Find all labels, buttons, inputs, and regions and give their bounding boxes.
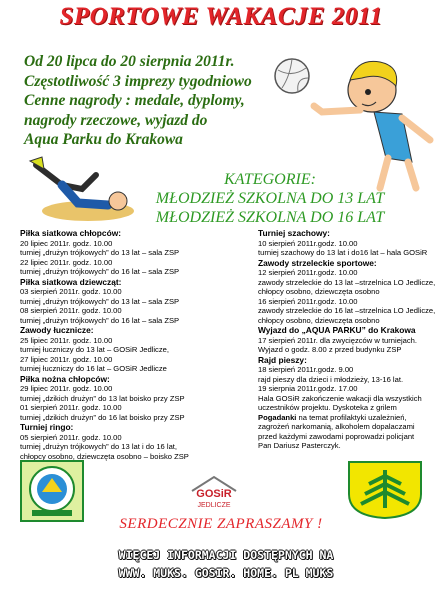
event-line: turniej „drużyn trójkowych” do 13 lat – sala ZSP (20, 296, 180, 306)
event-heading: Turniej ringo: (20, 422, 74, 432)
event-line: Hala GOSiR zakończenie wakacji dla wszystkich (258, 393, 422, 403)
event-line: turniej łuczniczy do 13 lat – GOSiR Jedlicze, (20, 345, 169, 354)
info-banner (66, 546, 386, 582)
event-line: turniej szachowy do 13 lat i do16 lat – hala GOSiR (258, 248, 428, 257)
event-line: turniej „drużyn trójkowych” do 13 lat i do 16 lat, (20, 442, 178, 451)
event-line: 10 sierpień 2011r.godz. 10.00 (258, 238, 358, 248)
intro-line: Aqua Parku do Krakowa (24, 131, 183, 148)
gosir-logo-text: GOSiR (196, 488, 232, 500)
gosir-logo (188, 475, 240, 509)
gosir-logo-subtext: JEDLICZE (197, 502, 231, 509)
event-line: 16 sierpień 2011r.godz. 10.00 (258, 296, 358, 306)
volleyball-icon (275, 59, 309, 93)
event-line: turniej „dzikich drużyn” do 16 lat boisko przy ZSP (20, 412, 185, 422)
banner-website-link[interactable]: WWW. MUKS. GOSIR. HOME. PL MUKS (118, 566, 334, 580)
event-line: 20 lipiec 2011r. godz. 10.00 (20, 238, 113, 248)
event-line: chłopcy osobno, dziewczęta osobno (258, 287, 380, 296)
event-heading: Piłka siatkowa chłopców: (20, 228, 121, 238)
event-line: 08 sierpień 2011r. godz. 10.00 (20, 306, 122, 315)
event-line: 01 sierpień 2011r. godz. 10.00 (20, 403, 122, 412)
event-line: 19 sierpnia 2011r.godz. 17.00 (258, 384, 358, 393)
event-line: Pogadanki na temat profilaktyki uzależnień, (258, 412, 407, 422)
event-line: turniej „drużyn trójkowych” do 13 lat – sala ZSP (20, 248, 180, 257)
event-line: 22 lipiec 2011r. godz. 10.00 (20, 257, 113, 267)
event-heading: Zawody strzeleckie sportowe: (258, 257, 377, 268)
category-under-16: MŁODZIEŻ SZKOLNA DO 16 LAT (155, 209, 385, 226)
intro-line: nagrody rzeczowe, wyjazd do (24, 111, 208, 129)
intro-line: Cenne nagrody : medale, dyplomy, (24, 92, 245, 109)
event-line: zagrożeń narkomanią, alkoholem dopalaczami (258, 422, 415, 431)
event-heading: Piłka nożna chłopców: (20, 373, 110, 384)
event-line: turniej „dzikich drużyn” do 13 lat boisko przy ZSP (20, 393, 185, 403)
event-heading: Rajd pieszy: (258, 354, 307, 365)
gosir-house-icon (188, 475, 240, 509)
event-line: turniej „drużyn trójkowych” do 16 lat – sala ZSP (20, 315, 180, 325)
event-line: chłopcy osobno, dziewczęta osobno – boisko ZSP (20, 451, 189, 461)
event-heading: Zawody łucznicze: (20, 325, 94, 335)
poster-title: SPORTOWE WAKACJE 2011 (59, 3, 383, 30)
closing-invitation: SERDECZNIE ZAPRASZAMY ! (119, 516, 323, 532)
category-under-13: MŁODZIEŻ SZKOLNA DO 13 LAT (155, 190, 385, 207)
event-heading: Wyjazd do „AQUA PARKU” do Krakowa (258, 325, 416, 335)
event-line: zawody strzeleckie do 16 lat –strzelnica LO Jedlicze, (258, 306, 436, 315)
event-line: 29 lipiec 2011r. godz. 10.00 (20, 384, 113, 393)
event-line: uczestników projektu. Dyskoteka z grilem (258, 403, 397, 412)
event-line: Pan Dariusz Pasterczyk. (258, 441, 341, 450)
schedule-left-column (20, 228, 189, 461)
event-line: turniej „drużyn trójkowych” do 16 lat – sala ZSP (20, 267, 180, 276)
intro-text (24, 52, 284, 150)
event-line: 18 sierpień 2011r.godz. 9.00 (258, 365, 354, 374)
club-badge-logo (20, 460, 84, 522)
event-line: turniej łuczniczy do 16 lat – GOSiR Jedlicze (20, 364, 167, 373)
event-heading: Turniej szachowy: (258, 228, 330, 238)
intro-line: Częstotliwość 3 imprezy tygodniowo (24, 72, 252, 90)
event-line: 12 sierpień 2011r.godz. 10.00 (258, 268, 358, 277)
intro-line: Od 20 lipca do 20 sierpnia 2011r. (24, 53, 235, 70)
categories-block (120, 170, 420, 227)
banner-line-1: WIĘCEJ INFORMACJI DOSTĘPNYCH NA (118, 548, 334, 562)
event-line: Wyjazd o godz. 8.00 z przed budynku ZSP (258, 345, 402, 354)
categories-label: KATEGORIE: (224, 171, 316, 188)
event-line: chłopcy osobno, dziewczęta osobno (258, 315, 380, 325)
event-line: 03 sierpień 2011r. godz. 10.00 (20, 287, 122, 296)
event-line: 25 lipiec 2011r. godz. 10.00 (20, 335, 113, 345)
event-line: rajd pieszy dla dzieci i młodzieży, 13-16 lat. (258, 374, 404, 384)
fir-tree-crest-icon (345, 460, 425, 520)
schedule-right-column (258, 228, 435, 451)
event-line: zawody strzeleckie do 13 lat –strzelnica LO Jedlicze, (258, 277, 436, 287)
coat-of-arms-logo (345, 460, 425, 520)
event-line: 27 lipiec 2011r. godz. 10.00 (20, 354, 113, 364)
event-line: 05 sierpień 2011r. godz. 10.00 (20, 432, 122, 442)
event-line-bold-prefix: Pogadanki (258, 412, 297, 422)
event-line: 17 sierpień 2011r. dla zwycięzców w turniejach. (258, 335, 417, 345)
event-heading: Piłka siatkowa dziewcząt: (20, 276, 122, 287)
club-badge-icon (22, 462, 82, 520)
event-line: przed każdymi zawodami poprowadzi policjant (258, 431, 415, 441)
